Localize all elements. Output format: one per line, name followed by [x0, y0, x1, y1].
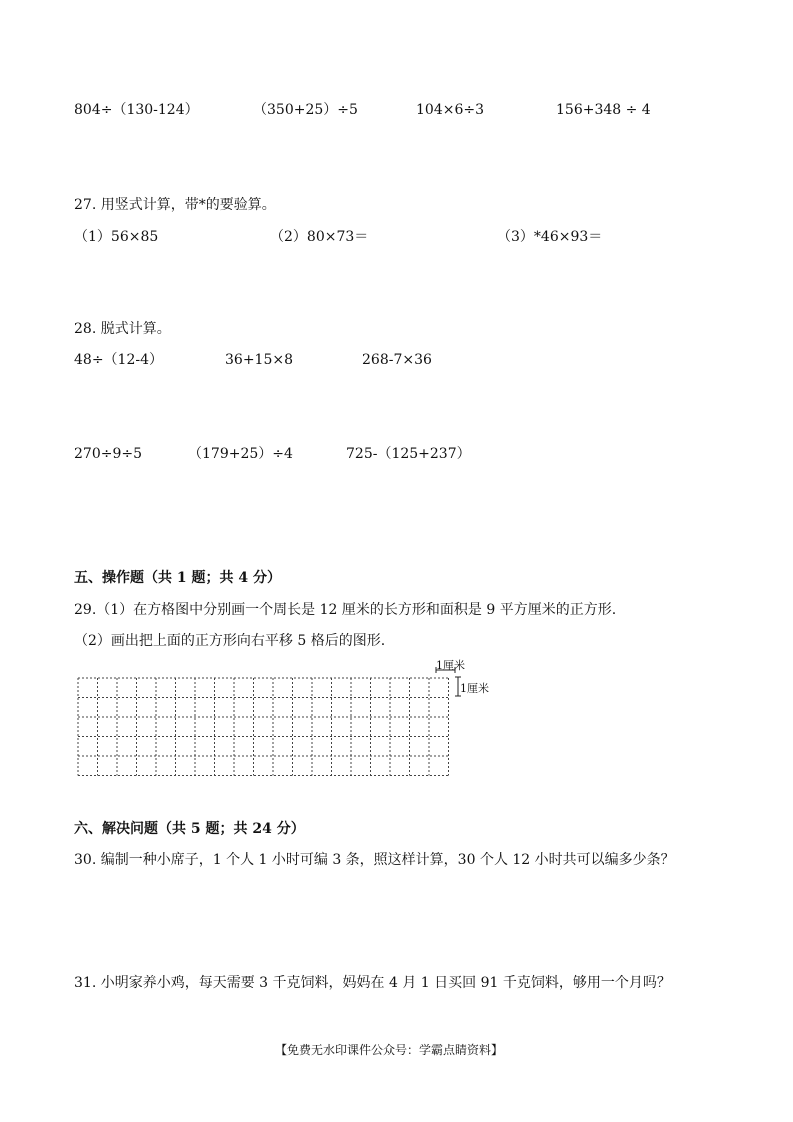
- q27-title: 27. 用竖式计算，带*的要验算。: [74, 197, 276, 213]
- q28-expr-5: （179+25）÷4: [188, 446, 293, 462]
- q28-expr-6: 725-（125+237）: [346, 446, 471, 462]
- expression-2: （350+25）÷5: [253, 102, 358, 118]
- expression-1: 804÷（130-124）: [74, 102, 199, 118]
- expression-4: 156+348 ÷ 4: [556, 102, 651, 118]
- q28-expr-1: 48÷（12-4）: [74, 352, 163, 368]
- q29-line-1: 29.（1）在方格图中分别画一个周长是 12 厘米的长方形和面积是 9 平方厘米的正方形.: [74, 602, 617, 618]
- expression-3: 104×6÷3: [416, 102, 484, 118]
- q28-expr-4: 270÷9÷5: [74, 446, 142, 462]
- q30-text: 30. 编制一种小席子，1 个人 1 小时可编 3 条，照这样计算，30 个人 12 小时共可以编多少条？: [74, 852, 675, 868]
- q28-title: 28. 脱式计算。: [74, 321, 171, 337]
- q31-text: 31. 小明家养小鸡，每天需要 3 千克饲料，妈妈在 4 月 1 日买回 91 千克饲料，够用一个月吗？: [74, 975, 671, 991]
- q29-line-2: （2）画出把上面的正方形向右平移 5 格后的图形.: [74, 633, 386, 649]
- section-5-heading: 五、操作题（共 1 题；共 4 分）: [74, 570, 281, 586]
- unit-label-vertical: 1厘米: [460, 682, 489, 695]
- q28-expr-2: 36+15×8: [225, 352, 293, 368]
- q27-item-1: （1）56×85: [74, 229, 159, 245]
- unit-label-horizontal: 1厘米: [436, 659, 465, 672]
- footer-note: 【免费无水印课件公众号：学霸点睛资料】: [275, 1043, 504, 1057]
- q28-expr-3: 268-7×36: [362, 352, 432, 368]
- section-6-heading: 六、解决问题（共 5 题；共 24 分）: [74, 821, 305, 837]
- q27-item-3: （3）*46×93＝: [497, 229, 603, 245]
- q27-item-2: （2）80×73＝: [270, 229, 369, 245]
